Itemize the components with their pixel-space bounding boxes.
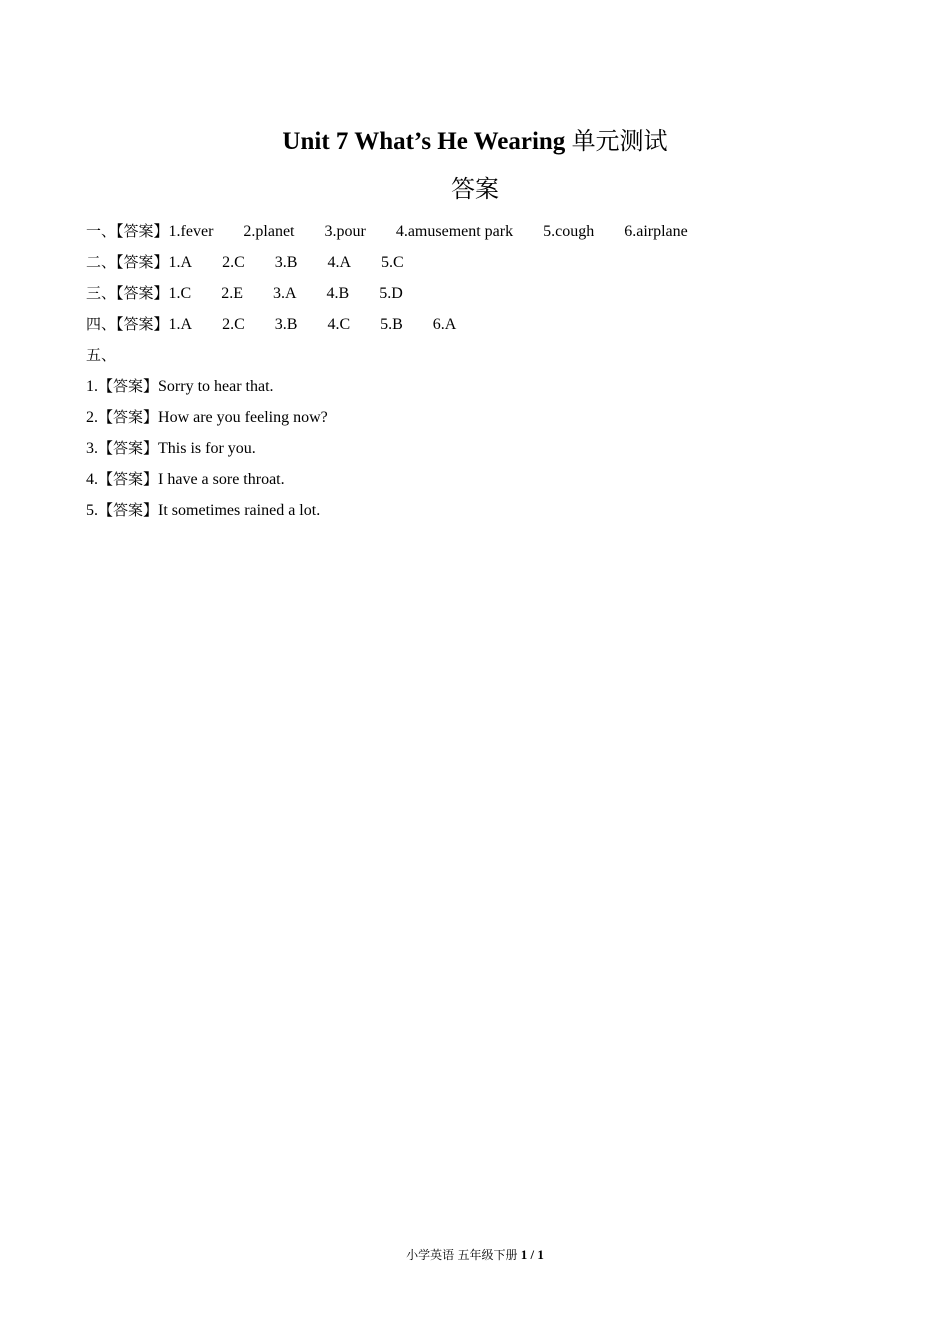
answer-item: 1.A (168, 316, 193, 333)
answer-tag: 【答案】 (98, 501, 159, 519)
sentence-answer (86, 499, 320, 522)
answer-tag: 【答案】 (98, 470, 159, 488)
answer-tag: 【答案】 (116, 315, 169, 333)
answer-tag: 【答案】 (116, 284, 169, 302)
answer-tag: 【答案】 (116, 253, 169, 271)
title-english: Unit 7 What’s He Wearing (282, 128, 566, 155)
answer-item: 5.D (379, 285, 403, 302)
section-label: 五、 (86, 346, 117, 364)
answer-item: 4.B (326, 285, 350, 302)
sentence-answer (86, 437, 256, 460)
answer-item: 3.B (274, 316, 298, 333)
answer-item: 2.C (222, 254, 245, 271)
answer-item: 6.A (432, 316, 457, 333)
answer-number: 2. (86, 409, 98, 426)
answer-text: It sometimes rained a lot. (158, 502, 321, 519)
answer-number: 5. (86, 502, 98, 519)
answer-item: 5.B (380, 316, 403, 333)
answer-item: 2.C (222, 316, 245, 333)
answer-text: I have a sore throat. (158, 471, 285, 488)
answer-number: 1. (86, 378, 98, 395)
answer-item: 4.C (327, 316, 351, 333)
answer-text: This is for you. (158, 440, 256, 457)
section-label: 一、 (86, 222, 117, 240)
answer-item: 6.airplane (624, 223, 688, 240)
page-number: 1 / 1 (520, 1247, 544, 1262)
answer-item: 3.A (272, 285, 297, 302)
footer-grade: 五年级下册 (457, 1248, 518, 1262)
answer-item: 5.cough (543, 223, 595, 240)
answer-item: 3.B (274, 254, 298, 271)
answer-item: 3.pour (324, 223, 366, 240)
answer-line-section-1 (86, 220, 688, 243)
document-subtitle: 答案 (451, 175, 499, 203)
answer-item: 2.planet (243, 223, 295, 240)
answer-item: 1.C (168, 285, 192, 302)
answer-text: Sorry to hear that. (158, 378, 274, 395)
answer-item: 5.C (381, 254, 404, 271)
answer-item: 4.A (327, 254, 351, 271)
answer-tag: 【答案】 (116, 222, 169, 240)
answer-text: How are you feeling now? (158, 409, 328, 426)
title-chinese: 单元测试 (571, 127, 668, 155)
answer-line-section-4 (86, 313, 456, 336)
page-footer (0, 1246, 950, 1264)
section-5-header (86, 344, 116, 367)
answer-number: 3. (86, 440, 98, 457)
answer-tag: 【答案】 (98, 377, 159, 395)
answer-tag: 【答案】 (98, 408, 159, 426)
footer-subject: 小学英语 (406, 1248, 455, 1262)
sentence-answer (86, 375, 274, 398)
answer-item: 4.amusement park (395, 223, 514, 240)
document-title (0, 124, 950, 159)
sentence-answer (86, 468, 285, 491)
answer-item: 1.fever (168, 223, 214, 240)
answer-line-section-2 (86, 251, 404, 274)
answer-item: 1.A (168, 254, 193, 271)
section-label: 四、 (86, 315, 117, 333)
answer-tag: 【答案】 (98, 439, 159, 457)
sentence-answer (86, 406, 328, 429)
section-label: 二、 (86, 253, 117, 271)
answer-item: 2.E (221, 285, 243, 302)
section-label: 三、 (86, 284, 117, 302)
answer-number: 4. (86, 471, 98, 488)
answer-line-section-3 (86, 282, 403, 305)
